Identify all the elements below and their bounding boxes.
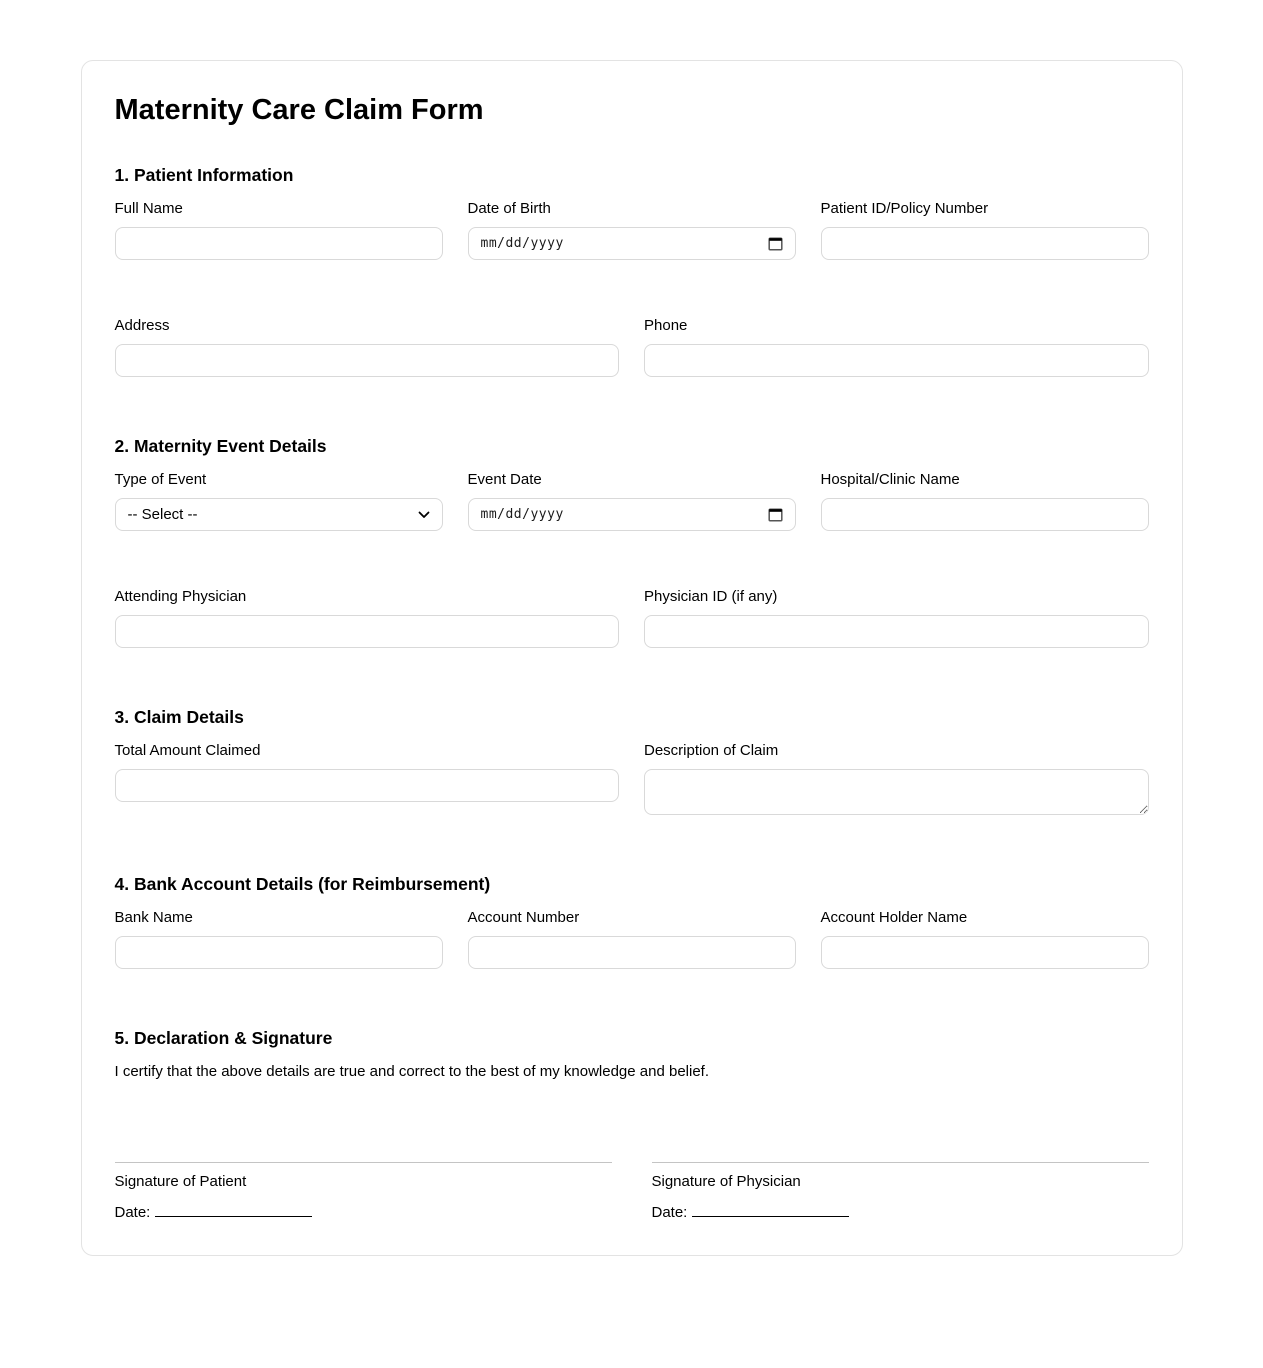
event-date-label: Event Date	[467, 471, 542, 488]
patient-date-line	[155, 1204, 312, 1217]
signature-of-physician-label: Signature of Physician	[651, 1173, 801, 1190]
field-hospital-clinic-name	[821, 471, 1149, 531]
patient-date-row	[115, 1204, 612, 1222]
chevron-down-icon	[418, 511, 430, 519]
calendar-icon[interactable]	[768, 236, 783, 251]
attending-physician-input[interactable]	[115, 615, 620, 648]
attending-physician-label: Attending Physician	[114, 588, 247, 605]
account-holder-name-label: Account Holder Name	[820, 909, 968, 926]
date-of-birth-input[interactable]	[468, 227, 796, 260]
field-full-name	[115, 200, 443, 260]
full-name-input[interactable]	[115, 227, 443, 260]
address-input[interactable]	[115, 344, 620, 377]
account-number-label: Account Number	[467, 909, 580, 926]
patient-id-input[interactable]	[821, 227, 1149, 260]
date-of-birth-label: Date of Birth	[467, 200, 551, 217]
field-address	[115, 317, 620, 377]
patient-date-label: Date:	[114, 1204, 151, 1221]
event-date-input[interactable]	[468, 498, 796, 531]
field-account-number	[468, 909, 796, 969]
field-bank-name	[115, 909, 443, 969]
account-holder-name-input[interactable]	[821, 936, 1149, 969]
type-of-event-select[interactable]	[115, 498, 443, 531]
patient-id-label: Patient ID/Policy Number	[820, 200, 989, 217]
total-amount-claimed-label: Total Amount Claimed	[114, 742, 261, 759]
physician-date-label: Date:	[651, 1204, 688, 1221]
hospital-clinic-name-input[interactable]	[821, 498, 1149, 531]
physician-id-label: Physician ID (if any)	[644, 588, 778, 605]
claim-details-heading: 3. Claim Details	[114, 707, 244, 727]
field-event-date	[468, 471, 796, 531]
bank-name-label: Bank Name	[114, 909, 193, 926]
section-claim-details	[115, 707, 1149, 815]
field-phone	[644, 317, 1149, 377]
section-declaration-signature	[115, 1028, 1149, 1222]
description-of-claim-label: Description of Claim	[644, 742, 779, 759]
type-of-event-label: Type of Event	[114, 471, 207, 488]
calendar-icon[interactable]	[768, 507, 783, 522]
account-number-input[interactable]	[468, 936, 796, 969]
declaration-text: I certify that the above details are true and correct to the best of my knowledge and belief.	[114, 1063, 710, 1080]
section-bank-account-details	[115, 874, 1149, 969]
field-total-amount-claimed	[115, 742, 620, 815]
event-date-placeholder: mm/dd/yyyy	[480, 507, 564, 522]
signature-of-patient-label: Signature of Patient	[114, 1173, 247, 1190]
field-account-holder-name	[821, 909, 1149, 969]
physician-id-input[interactable]	[644, 615, 1149, 648]
date-of-birth-placeholder: mm/dd/yyyy	[480, 236, 564, 251]
total-amount-claimed-input[interactable]	[115, 769, 620, 802]
physician-date-row	[652, 1204, 1149, 1222]
phone-label: Phone	[644, 317, 688, 334]
description-of-claim-textarea[interactable]	[644, 769, 1149, 815]
phone-input[interactable]	[644, 344, 1149, 377]
type-of-event-selected-value: -- Select --	[127, 506, 198, 523]
section-patient-information	[115, 165, 1149, 377]
physician-date-line	[692, 1204, 849, 1217]
field-patient-id	[821, 200, 1149, 260]
bank-name-input[interactable]	[115, 936, 443, 969]
field-date-of-birth	[468, 200, 796, 260]
patient-information-heading: 1. Patient Information	[114, 165, 294, 185]
signature-block-patient	[115, 1162, 612, 1222]
hospital-clinic-name-label: Hospital/Clinic Name	[820, 471, 960, 488]
field-description-of-claim	[644, 742, 1149, 815]
signature-area	[115, 1162, 1149, 1222]
field-physician-id	[644, 588, 1149, 648]
field-type-of-event	[115, 471, 443, 531]
full-name-label: Full Name	[114, 200, 183, 217]
bank-account-details-heading: 4. Bank Account Details (for Reimbursement)	[114, 874, 491, 894]
declaration-signature-heading: 5. Declaration & Signature	[114, 1028, 333, 1048]
address-label: Address	[114, 317, 170, 334]
page-title: Maternity Care Claim Form	[114, 94, 484, 126]
maternity-event-details-heading: 2. Maternity Event Details	[114, 436, 327, 456]
claim-form-card	[81, 60, 1183, 1256]
signature-block-physician	[652, 1162, 1149, 1222]
section-maternity-event-details	[115, 436, 1149, 648]
field-attending-physician	[115, 588, 620, 648]
